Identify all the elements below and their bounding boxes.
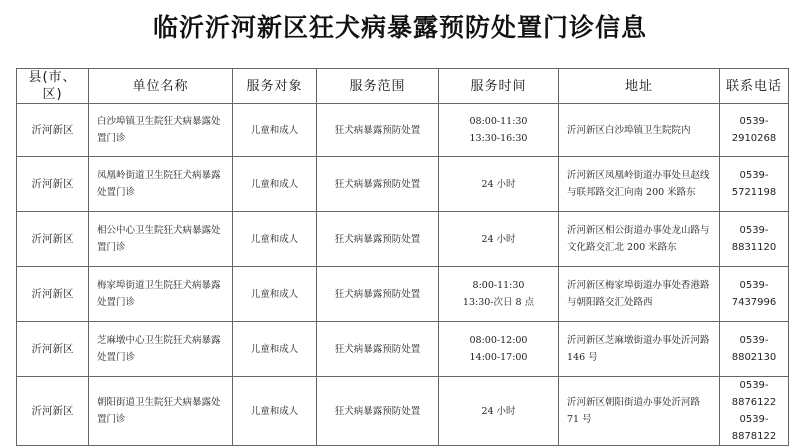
clinic-table [16,68,789,446]
cell-service-scope: 狂犬病暴露预防处置 [317,267,439,322]
cell-district: 沂河新区 [17,212,89,267]
table-row [17,212,789,267]
header-service-time: 服务时间 [439,69,559,104]
phone-line: 0539-8802130 [731,335,777,363]
cell-service-target: 儿童和成人 [233,267,317,322]
time-line: 13:30-16:30 [469,133,528,144]
cell-district: 沂河新区 [17,322,89,377]
time-line: 24 小时 [481,178,516,190]
header-phone: 联系电话 [720,69,789,104]
cell-service-time [439,267,559,322]
cell-unit-name: 白沙埠镇卫生院狂犬病暴露处置门诊 [89,104,233,157]
cell-service-scope: 狂犬病暴露预防处置 [317,157,439,212]
cell-service-time [439,104,559,157]
time-line: 24 小时 [481,233,516,245]
phone-line: 0539-8878122 [731,414,777,442]
header-service-target: 服务对象 [233,69,317,104]
cell-phone [720,377,789,446]
cell-unit-name: 梅家埠街道卫生院狂犬病暴露处置门诊 [89,267,233,322]
phone-line: 0539-2910268 [731,116,777,144]
cell-address: 沂河新区白沙埠镇卫生院院内 [559,104,720,157]
cell-address: 沂河新区相公街道办事处龙山路与文化路交汇北 200 米路东 [559,212,720,267]
cell-service-target: 儿童和成人 [233,212,317,267]
cell-unit-name: 相公中心卫生院狂犬病暴露处置门诊 [89,212,233,267]
cell-service-target: 儿童和成人 [233,322,317,377]
cell-district: 沂河新区 [17,267,89,322]
cell-phone [720,157,789,212]
time-line: 13:30-次日 8 点 [462,297,535,308]
header-unit-name: 单位名称 [89,69,233,104]
phone-line: 0539-8831120 [731,225,777,253]
table-row [17,104,789,157]
phone-line: 0539-5721198 [731,170,777,198]
time-line: 14:00-17:00 [469,352,528,363]
time-line: 08:00-12:00 [469,335,528,346]
cell-service-time [439,377,559,446]
cell-service-scope: 狂犬病暴露预防处置 [317,212,439,267]
time-line: 08:00-11:30 [469,116,528,127]
table-row [17,267,789,322]
cell-address: 沂河新区芝麻墩街道办事处沂河路 146 号 [559,322,720,377]
cell-district: 沂河新区 [17,377,89,446]
table-row [17,322,789,377]
cell-unit-name: 芝麻墩中心卫生院狂犬病暴露处置门诊 [89,322,233,377]
cell-district: 沂河新区 [17,104,89,157]
header-address: 地址 [559,69,720,104]
page-title: 临沂沂河新区狂犬病暴露预防处置门诊信息 [152,13,647,42]
cell-service-scope: 狂犬病暴露预防处置 [317,104,439,157]
cell-service-target: 儿童和成人 [233,377,317,446]
cell-phone [720,322,789,377]
header-service-scope: 服务范围 [317,69,439,104]
cell-service-target: 儿童和成人 [233,157,317,212]
cell-district: 沂河新区 [17,157,89,212]
cell-unit-name: 凤凰岭街道卫生院狂犬病暴露处置门诊 [89,157,233,212]
cell-phone [720,212,789,267]
table-row [17,377,789,446]
phone-line: 0539-7437996 [731,280,777,308]
header-district: 县(市、区) [17,69,89,104]
phone-line: 0539-8876122 [731,380,777,408]
cell-service-time [439,322,559,377]
cell-phone [720,104,789,157]
cell-service-time [439,212,559,267]
cell-service-scope: 狂犬病暴露预防处置 [317,377,439,446]
cell-unit-name: 朝阳街道卫生院狂犬病暴露处置门诊 [89,377,233,446]
time-line: 24 小时 [481,405,516,417]
table-row [17,157,789,212]
cell-address: 沂河新区梅家埠街道办事处香港路与朝阳路交汇处路西 [559,267,720,322]
cell-service-time [439,157,559,212]
table-header-row [17,69,789,104]
cell-service-scope: 狂犬病暴露预防处置 [317,322,439,377]
cell-address: 沂河新区凤凰岭街道办事处旦赵线与联邦路交汇向南 200 米路东 [559,157,720,212]
cell-phone [720,267,789,322]
cell-address: 沂河新区朝阳街道办事处沂河路 71 号 [559,377,720,446]
cell-service-target: 儿童和成人 [233,104,317,157]
time-line: 8:00-11:30 [472,280,525,291]
